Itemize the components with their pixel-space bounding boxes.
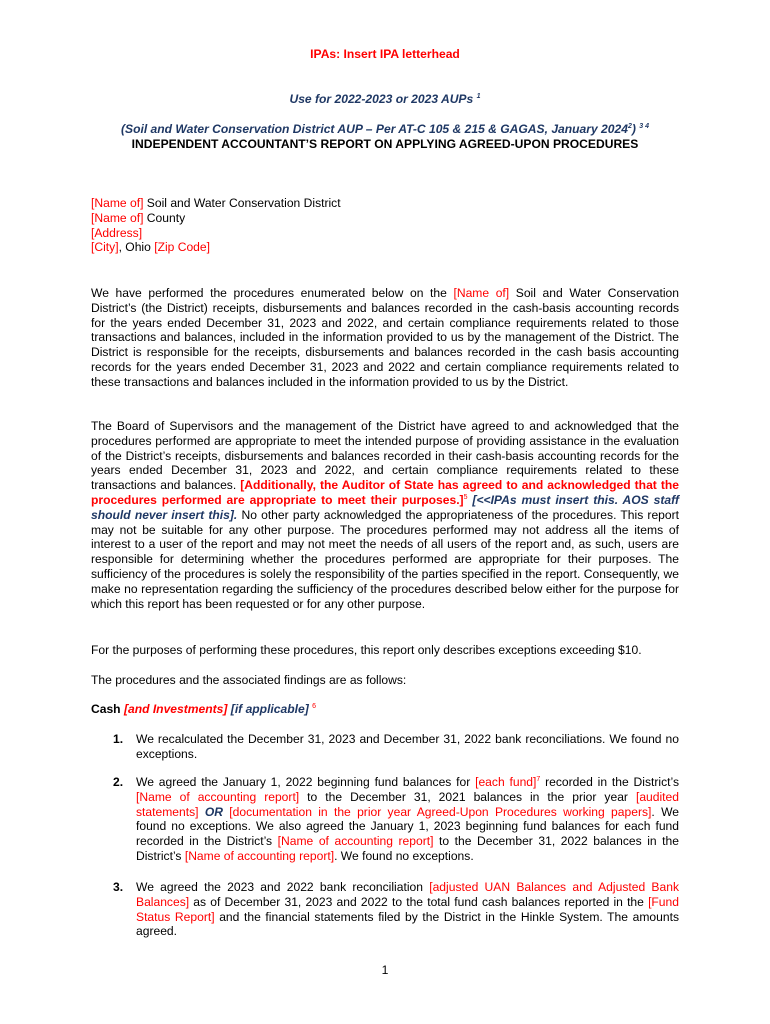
address-block: [91, 196, 679, 255]
text: No other party acknowledged the appropriateness of the procedures. This report may not be suitable for any other purpose. The procedures performed may not address all the items of interest to a user of the report and may not meet the needs of all users of the report and, as such, users are responsible for determining whether the procedures performed are appropriate for their purposes. The sufficiency of the procedures is solely the responsibility of the parties specified in the report. Consequently, we make no representation regarding the sufficiency of the procedures described below either for the purpose for which this report has been requested or for any other purpose.: [91, 507, 680, 611]
address-line: [91, 226, 679, 241]
address-line: [91, 211, 679, 226]
text: Soil and Water Conservation District’s (the District) receipts, disbursements and balances recorded in the cash-basis accounting records for the years ended December 31, 2023 and 2022, and certain compliance requirements related to those transactions and balances, included in the information provided to us by the management of the District. The District is responsible for the receipts, disbursements and balances recorded in the cash basis accounting records for the years ended December 31, 2023 and 2022 and certain compliance requirements related to these transactions and balances included in the information provided to us by the District.: [91, 286, 679, 389]
procedure-item: [91, 775, 679, 864]
use-for-text: Use for 2022-2023 or 2023 AUPs: [289, 92, 474, 106]
placeholder: [adjusted UAN Balances and Adjusted Bank Balances]: [136, 880, 679, 909]
text: The Board of Supervisors and the management of the District have agreed to and acknowledged that the procedures performed are appropriate to meet the intended purpose of providing assistance in the evaluation of the District’s receipts, disbursements and balances recorded in their cash-basis accounting records for the years ended December 31, 2023 and 2022, and certain compliance requirements related to these transactions and balances.: [91, 419, 679, 493]
placeholder: [Zip Code]: [154, 240, 210, 255]
text: We have performed the procedures enumerated below on the: [91, 286, 454, 300]
placeholder: [Name of accounting report]: [136, 789, 300, 804]
heading-text: Cash: [91, 702, 124, 716]
use-for-note: [0, 92, 770, 106]
placeholder: [audited statements]: [136, 789, 679, 819]
paragraph-acknowledgement: [91, 419, 679, 611]
address-line: [91, 240, 679, 255]
item-text: We recalculated the December 31, 2023 and December 31, 2022 bank reconciliations. We found no exceptions.: [136, 732, 679, 761]
text: recorded in the District’s: [540, 775, 679, 789]
placeholder: [Name of]: [91, 196, 144, 210]
text: and the financial statements filed by the District in the Hinkle System. The amounts agreed.: [136, 909, 679, 939]
section-heading-cash: [91, 702, 679, 717]
page-number: 1: [381, 963, 389, 977]
letterhead-placeholder: IPAs: Insert IPA letterhead: [310, 47, 460, 61]
item-text: [136, 880, 679, 939]
text: to the December 31, 2021 balances in the prior year: [299, 789, 636, 804]
subtitle-close: ): [631, 122, 636, 136]
placeholder: [Name of accounting report]: [277, 834, 434, 849]
footnote-ref: 7: [536, 775, 541, 783]
placeholder: [documentation in the prior year Agreed-Upon Procedures working papers]: [222, 804, 652, 819]
footnote-ref: 1: [476, 92, 481, 100]
text: . We found no exceptions. We also agreed the January 1, 2023 beginning fund balances for each fund recorded in the District’s: [136, 804, 679, 849]
placeholder: [each fund]: [475, 775, 537, 789]
report-subtitle: [0, 122, 770, 136]
item-number: 3.: [113, 880, 124, 894]
footnote-ref: 5: [463, 493, 468, 501]
or-marker: OR: [204, 804, 223, 819]
aos-placeholder: [Additionally, the Auditor of State has agreed to and acknowledged that the procedures performed are appropriate to meet their purposes.]: [91, 478, 679, 507]
text: We agreed the 2023 and 2022 bank reconciliation: [136, 880, 430, 894]
item-text: [136, 775, 679, 864]
address-text: County: [143, 210, 186, 225]
address-line: [91, 196, 679, 211]
address-text: , Ohio: [118, 240, 155, 255]
ipa-instruction: [<<IPAs must insert this. AOS staff should never insert this].: [91, 492, 679, 522]
instruction: [if applicable]: [227, 702, 309, 716]
address-text: Soil and Water Conservation District: [143, 196, 341, 210]
paragraph-threshold: For the purposes of performing these procedures, this report only describes exceptions exceeding $10.: [91, 643, 642, 657]
item-number: 2.: [113, 775, 124, 789]
placeholder: [City]: [91, 240, 119, 255]
text: We agreed the January 1, 2022 beginning fund balances for: [136, 775, 476, 789]
placeholder: [Address]: [91, 225, 143, 240]
placeholder: [Name of]: [453, 286, 510, 300]
placeholder: [Fund Status Report]: [136, 894, 679, 924]
procedure-item: [91, 732, 679, 762]
footnote-ref: 6: [312, 702, 317, 710]
text: as of December 31, 2023 and 2022 to the total fund cash balances reported in the: [189, 894, 649, 909]
paragraph-intro: The procedures and the associated findings are as follows:: [91, 673, 407, 687]
item-number: 1.: [113, 732, 124, 746]
paragraph-scope: [91, 286, 679, 390]
subtitle-text: (Soil and Water Conservation District AUP – Per AT-C 105 & 215 & GAGAS, January 2024: [120, 122, 628, 136]
placeholder: [Name of]: [91, 210, 144, 225]
text: . We found no exceptions.: [334, 848, 474, 863]
text: to the December 31, 2022 balances in the District’s: [136, 834, 679, 863]
report-title: INDEPENDENT ACCOUNTANT’S REPORT ON APPLYING AGREED-UPON PROCEDURES: [131, 137, 639, 151]
placeholder: [Name of accounting report]: [184, 848, 335, 863]
footnote-ref: 3 4: [639, 122, 650, 130]
footnote-ref: 2: [627, 122, 632, 130]
placeholder: [and Investments]: [123, 702, 228, 716]
procedure-item: [91, 880, 679, 939]
